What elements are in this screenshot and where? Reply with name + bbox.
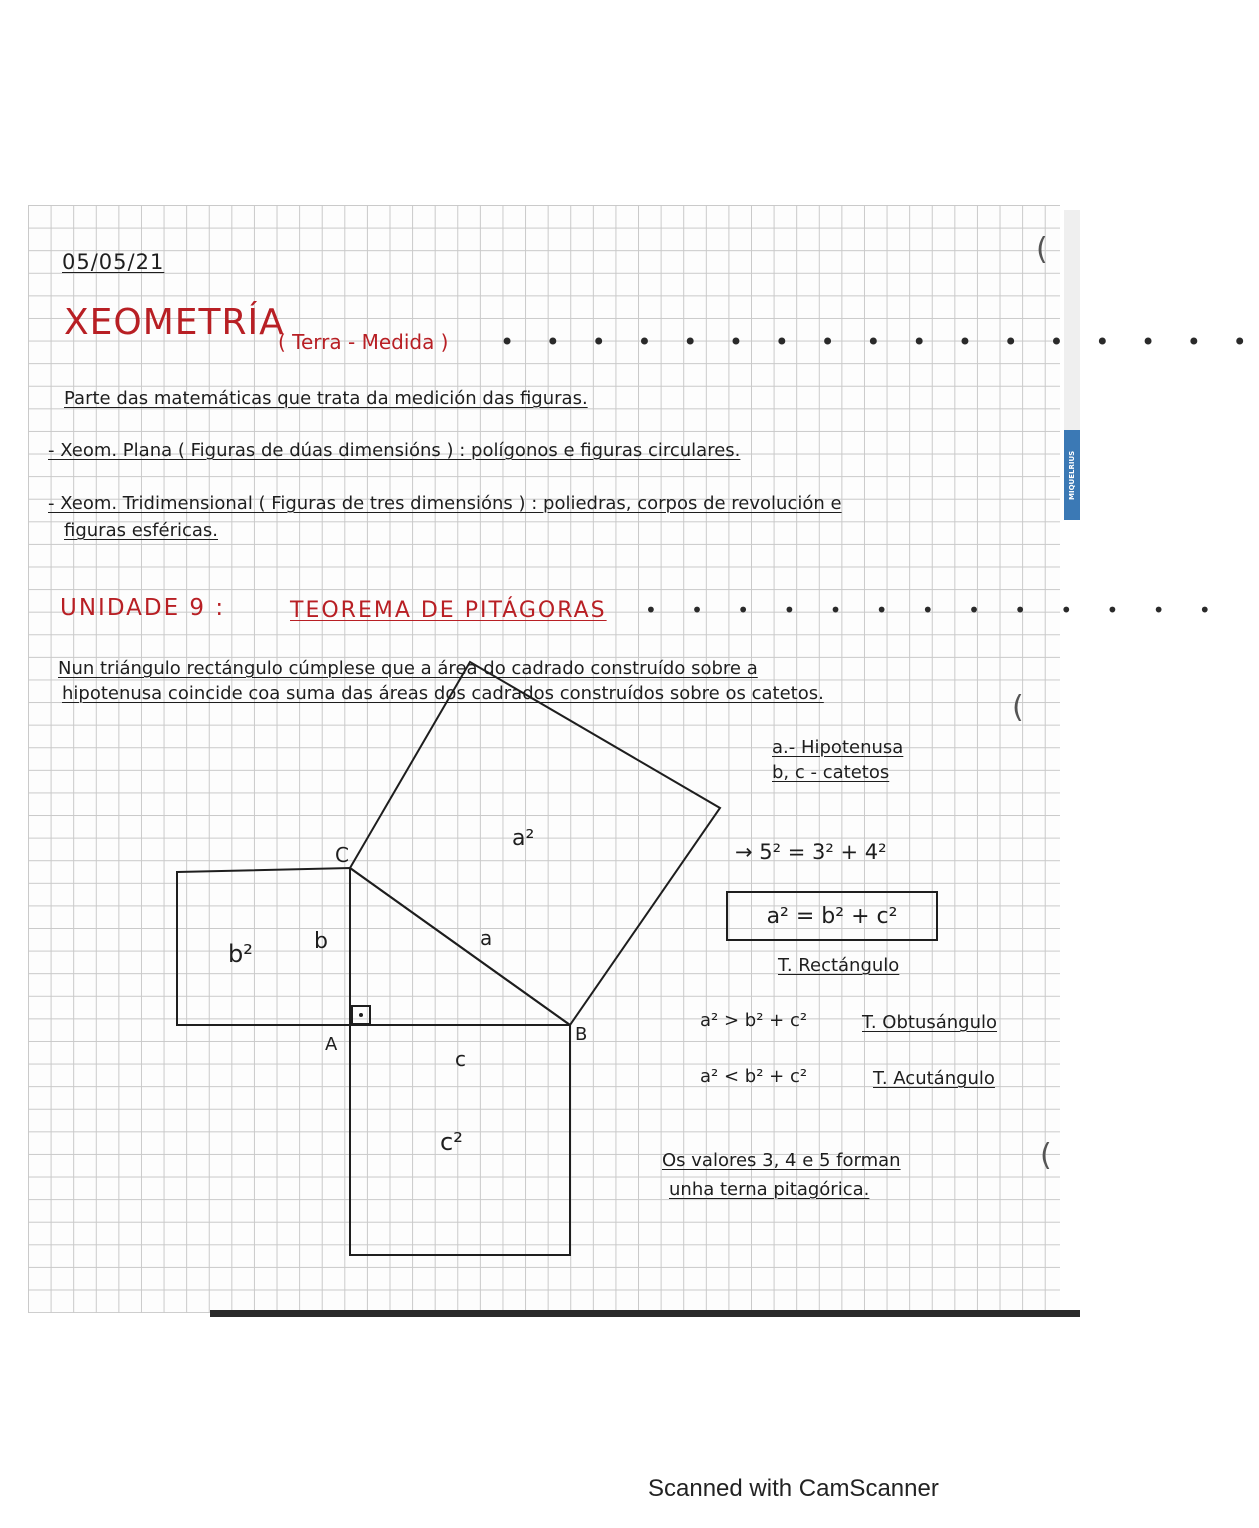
label-side-a: a <box>480 926 493 950</box>
brand-tab: MIQUELRIUS <box>1064 430 1080 520</box>
note-date: 05/05/21 <box>62 250 165 274</box>
definition-text: Parte das matemáticas que trata da medición das figuras. <box>64 388 588 409</box>
unit-dots: • • • • • • • • • • • • • <box>645 598 1225 622</box>
margin-ring-mark: ( <box>1012 690 1024 725</box>
pythagoras-formula-box: a² = b² + c² <box>726 891 938 941</box>
theorem-text-line1: Nun triángulo rectángulo cúmplese que a área do cadrado construído sobre a <box>58 658 758 679</box>
solid-geometry-text-line1: - Xeom. Tridimensional ( Figuras de tres dimensións ) : poliedras, corpos de revolución e <box>48 493 842 514</box>
theorem-text-line2: hipotenusa coincide coa suma das áreas dos cadrados construídos sobre os catetos. <box>62 683 824 704</box>
example-equation: → 5² = 3² + 4² <box>735 840 887 864</box>
solid-geometry-text-line2: figuras esféricas. <box>64 520 218 541</box>
pythagorean-triple-line2: unha terna pitagórica. <box>669 1179 870 1200</box>
label-side-c: c <box>455 1047 466 1071</box>
acute-triangle-label: T. Acutángulo <box>873 1068 995 1089</box>
scanner-watermark: Scanned with CamScanner <box>648 1475 939 1502</box>
obtuse-triangle-label: T. Obtusángulo <box>862 1012 998 1033</box>
vertex-b: B <box>575 1024 588 1045</box>
pythagorean-triple-line1: Os valores 3, 4 e 5 forman <box>662 1150 901 1171</box>
unit-title: TEOREMA DE PITÁGORAS <box>290 598 607 623</box>
page-title: XEOMETRÍA <box>64 302 285 343</box>
catheti-legend: b, c - catetos <box>772 762 890 783</box>
label-a-square: a² <box>512 826 535 851</box>
margin-ring-mark: ( <box>1040 1138 1052 1173</box>
label-side-b: b <box>314 929 328 954</box>
vertex-c: C <box>335 843 349 867</box>
hypotenuse-legend: a.- Hipotenusa <box>772 737 904 758</box>
grid-paper <box>28 205 1060 1313</box>
acute-inequality: a² < b² + c² <box>700 1066 808 1087</box>
right-triangle-label: T. Rectángulo <box>778 955 900 976</box>
obtuse-inequality: a² > b² + c² <box>700 1010 808 1031</box>
title-dots: • • • • • • • • • • • • • • • • • <box>500 328 1259 356</box>
plane-geometry-text: - Xeom. Plana ( Figuras de dúas dimensións ) : polígonos e figuras circulares. <box>48 440 741 461</box>
title-subtitle: ( Terra - Medida ) <box>278 330 449 354</box>
page-bottom-edge <box>210 1310 1080 1317</box>
vertex-a: A <box>325 1034 338 1055</box>
label-b-square: b² <box>228 940 253 968</box>
label-c-square: c² <box>440 1128 463 1156</box>
margin-ring-mark: ( <box>1036 232 1048 267</box>
unit-heading: UNIDADE 9 : <box>60 595 226 621</box>
